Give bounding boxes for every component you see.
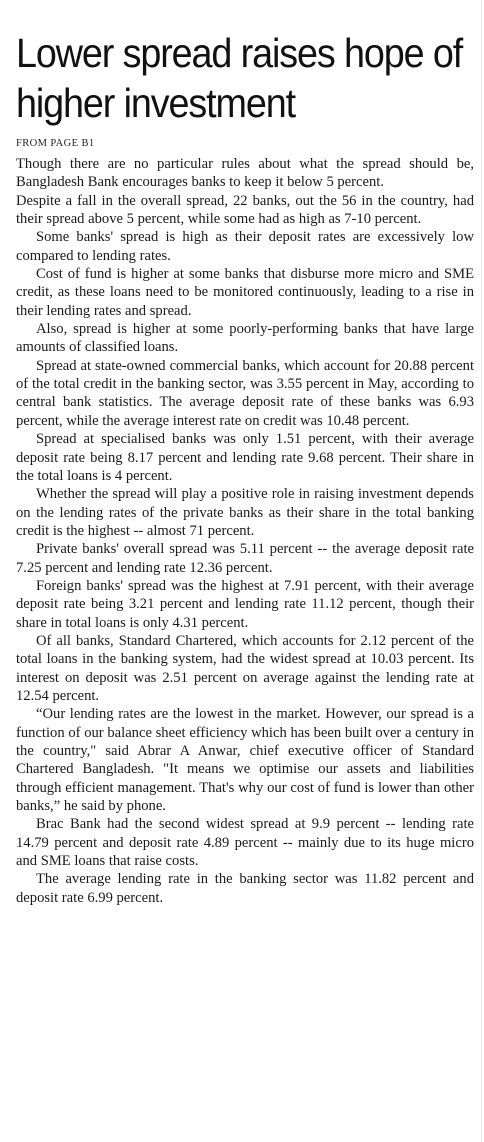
paragraph: Private banks' overall spread was 5.11 percent -- the average deposit rate 7.25 percent and lending rate 12.36 percent. <box>16 541 474 576</box>
continuation-label: FROM PAGE B1 <box>16 138 95 149</box>
article-headline: Lower spread raises hope of higher investment <box>16 30 463 126</box>
paragraph: Cost of fund is higher at some banks that disburse more micro and SME credit, as these loans need to be monitored continuously, leading to a rise in their lending rates and spread. <box>16 266 474 319</box>
paragraph: Some banks' spread is high as their deposit rates are excessively low compared to lending rates. <box>16 229 474 264</box>
paragraph: Foreign banks' spread was the highest at 7.91 percent, with their average deposit rate being 3.21 percent and lending rate 11.12 percent, though their share in total loans is only 4.31 percent. <box>16 577 474 631</box>
news-article <box>16 0 474 907</box>
paragraph: “Our lending rates are the lowest in the market. However, our spread is a function of our balance sheet efficiency which has been built over a century in the country," said Abrar A Anwar, chief executive officer of Standard Chartered Bangladesh. "It means we optimise our assets and liabilities through efficient management. That's why our cost of fund is lower than other banks,” he said by phone. <box>16 706 474 815</box>
article-body <box>16 155 474 907</box>
paragraph: The average lending rate in the banking sector was 11.82 percent and deposit rate 6.99 percent. <box>16 871 474 906</box>
paragraph: Despite a fall in the overall spread, 22 banks, out the 56 in the country, had their spread above 5 percent, while some had as high as 7-10 percent. <box>16 192 474 228</box>
paragraph: Brac Bank had the second widest spread at 9.9 percent -- lending rate 14.79 percent and deposit rate 4.89 percent -- mainly due to its huge micro and SME loans that raise costs. <box>16 816 474 870</box>
paragraph: Of all banks, Standard Chartered, which accounts for 2.12 percent of the total loans in the banking system, had the widest spread at 10.03 percent. Its interest on deposit was 2.51 percent on average against the lending rate at 12.54 percent. <box>16 632 474 704</box>
paragraph: Also, spread is higher at some poorly-performing banks that have large amounts of classified loans. <box>16 321 474 356</box>
paragraph: Whether the spread will play a positive role in raising investment depends on the lending rates of the private banks as their share in the total banking credit is the highest -- almost 71 percent. <box>16 486 474 539</box>
paragraph: Spread at specialised banks was only 1.51 percent, with their average deposit rate being 8.17 percent and lending rate 9.68 percent. Their share in the total loans is 4 percent. <box>16 431 474 484</box>
paragraph: Spread at state-owned commercial banks, which account for 20.88 percent of the total credit in the banking sector, was 3.55 percent in May, according to central bank statistics. The average deposit rate of these banks was 6.93 percent, while the average interest rate on credit was 10.48 percent. <box>16 357 474 429</box>
column-edge <box>481 0 482 1142</box>
paragraph: Though there are no particular rules about what the spread should be, Bangladesh Bank encourages banks to keep it below 5 percent. <box>16 156 474 191</box>
